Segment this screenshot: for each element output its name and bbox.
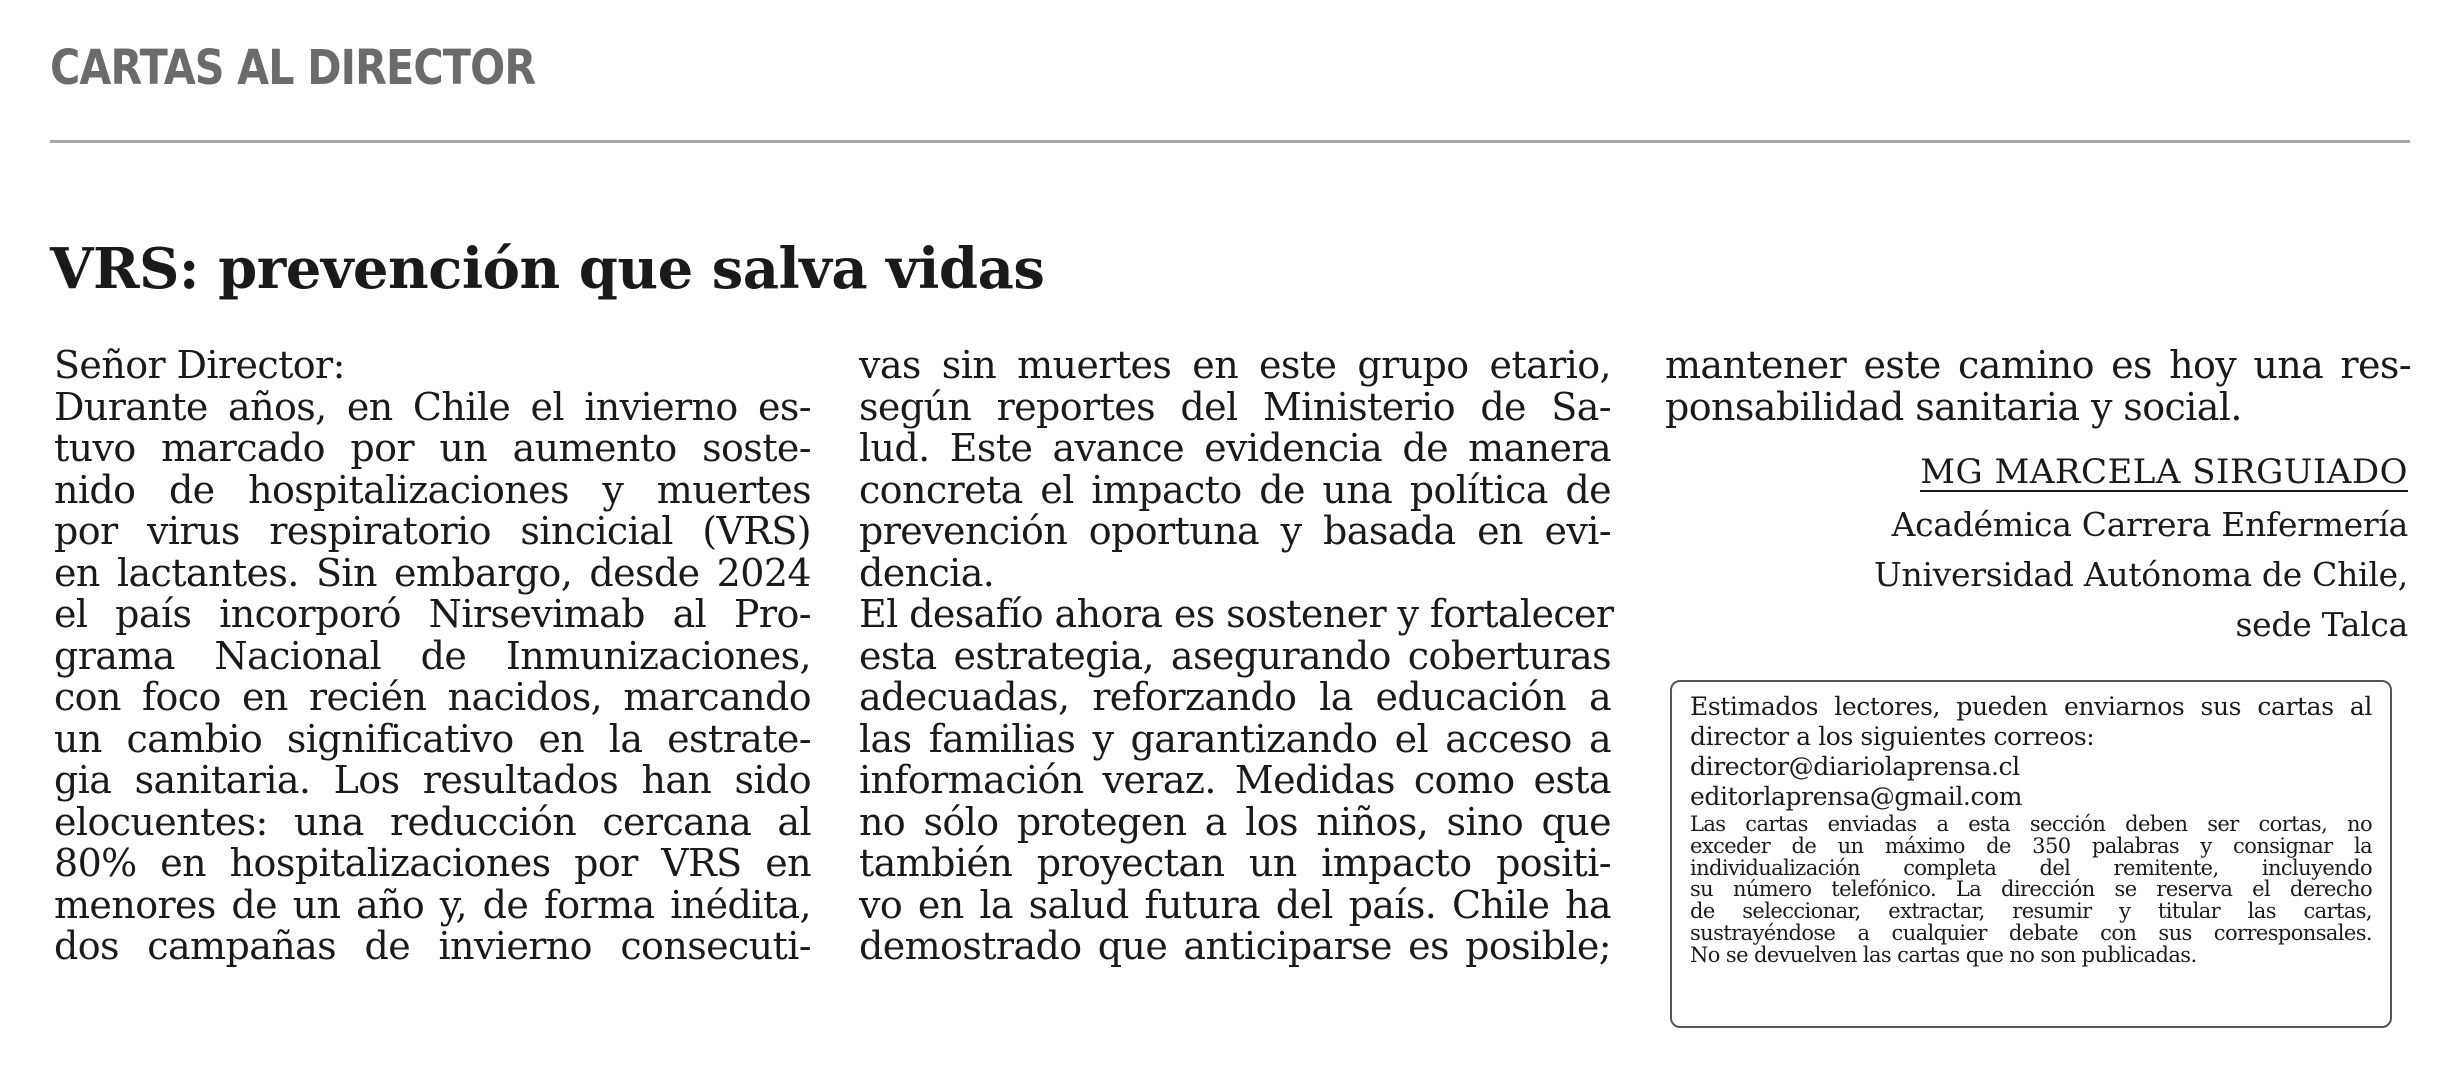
body-line: en lactantes. Sin embargo, desde 2024 <box>54 550 811 595</box>
body-line: ponsabilidad sanitaria y social. <box>1665 384 2242 429</box>
body-line: con foco en recién nacidos, marcando <box>54 675 811 719</box>
salutation: Señor Director: <box>54 343 345 387</box>
article-column-2 <box>859 343 1614 968</box>
body-line: el país incorporó Nirsevimab al Pro- <box>54 592 811 636</box>
notice-lead <box>1690 692 2372 812</box>
letters-notice-box <box>1670 680 2392 1028</box>
notice-term-line: sustrayéndose a cualquier debate con sus corresponsales. <box>1690 920 2372 945</box>
notice-terms <box>1690 814 2372 967</box>
body-line: nido de hospitalizaciones y muertes <box>54 467 811 512</box>
body-line: también proyectan un impacto positi- <box>859 841 1611 885</box>
email-editor: editorlaprensa@gmail.com <box>1690 782 2023 811</box>
body-line: las familias y garantizando el acceso a <box>859 716 1611 761</box>
header-divider <box>50 140 2410 143</box>
body-line: 80% en hospitalizaciones por VRS en <box>54 841 811 885</box>
body-line: mantener este camino es hoy una res- <box>1665 343 2411 387</box>
notice-term-line: No se devuelven las cartas que no son publicadas. <box>1690 942 2197 967</box>
body-line: un cambio significativo en la estrate- <box>54 716 811 761</box>
notice-line: Estimados lectores, pueden enviarnos sus cartas al <box>1690 692 2372 721</box>
body-line: gia sanitaria. Los resultados han sido <box>54 758 811 802</box>
body-line: grama Nacional de Inmunizaciones, <box>54 633 811 678</box>
body-line: Durante años, en Chile el invierno es- <box>54 384 811 429</box>
author-role: Académica Carrera Enfermería <box>1891 505 2408 544</box>
body-line: lud. Este avance evidencia de manera <box>859 426 1611 470</box>
notice-term-line: individualización completa del remitente, incluyendo <box>1690 855 2372 880</box>
article-column-1 <box>54 345 811 968</box>
body-line: concreta el impacto de una política de <box>859 467 1611 512</box>
body-line: menores de un año y, de forma inédita, <box>54 882 811 927</box>
section-title: CARTAS AL DIRECTOR <box>50 40 536 96</box>
body-line: según reportes del Ministerio de Sa- <box>859 384 1611 429</box>
notice-term-line: su número telefónico. La dirección se reserva el derecho <box>1690 877 2372 902</box>
body-line: elocuentes: una reducción cercana al <box>54 799 811 844</box>
author-signature <box>1874 447 2408 650</box>
body-line: tuvo marcado por un aumento soste- <box>54 426 811 470</box>
body-line: dos campañas de invierno consecuti- <box>54 924 811 968</box>
author-name: MG MARCELA SIRGUIADO <box>1920 452 2408 492</box>
author-institution: Universidad Autónoma de Chile, <box>1873 555 2408 594</box>
body-line: El desafío ahora es sostener y fortalecer <box>859 592 1614 636</box>
body-line: por virus respiratorio sincicial (VRS) <box>54 509 811 553</box>
notice-term-line: de seleccionar, extractar, resumir y titular las cartas, <box>1690 899 2372 924</box>
body-line: esta estrategia, asegurando coberturas <box>859 633 1611 678</box>
body-line: adecuadas, reforzando la educación a <box>859 675 1611 719</box>
article-headline: VRS: prevención que salva vidas <box>50 236 1045 302</box>
body-line: vo en la salud futura del país. Chile ha <box>859 882 1611 927</box>
notice-line: director a los siguientes correos: <box>1690 722 2095 751</box>
body-line: dencia. <box>859 550 995 595</box>
body-line: demostrado que anticiparse es posible; <box>859 924 1611 968</box>
notice-term-line: Las cartas enviadas a esta sección deben ser cortas, no <box>1690 812 2372 836</box>
body-line: vas sin muertes en este grupo etario, <box>859 343 1611 387</box>
body-line: no sólo protegen a los niños, sino que <box>859 799 1611 844</box>
article-column-3 <box>1665 345 2411 428</box>
body-line: información veraz. Medidas como esta <box>859 758 1611 802</box>
email-director: director@diariolaprensa.cl <box>1690 752 2020 781</box>
author-campus: sede Talca <box>2235 605 2408 644</box>
body-line: prevención oportuna y basada en evi- <box>859 509 1611 553</box>
notice-term-line: exceder de un máximo de 350 palabras y consignar la <box>1690 833 2372 858</box>
